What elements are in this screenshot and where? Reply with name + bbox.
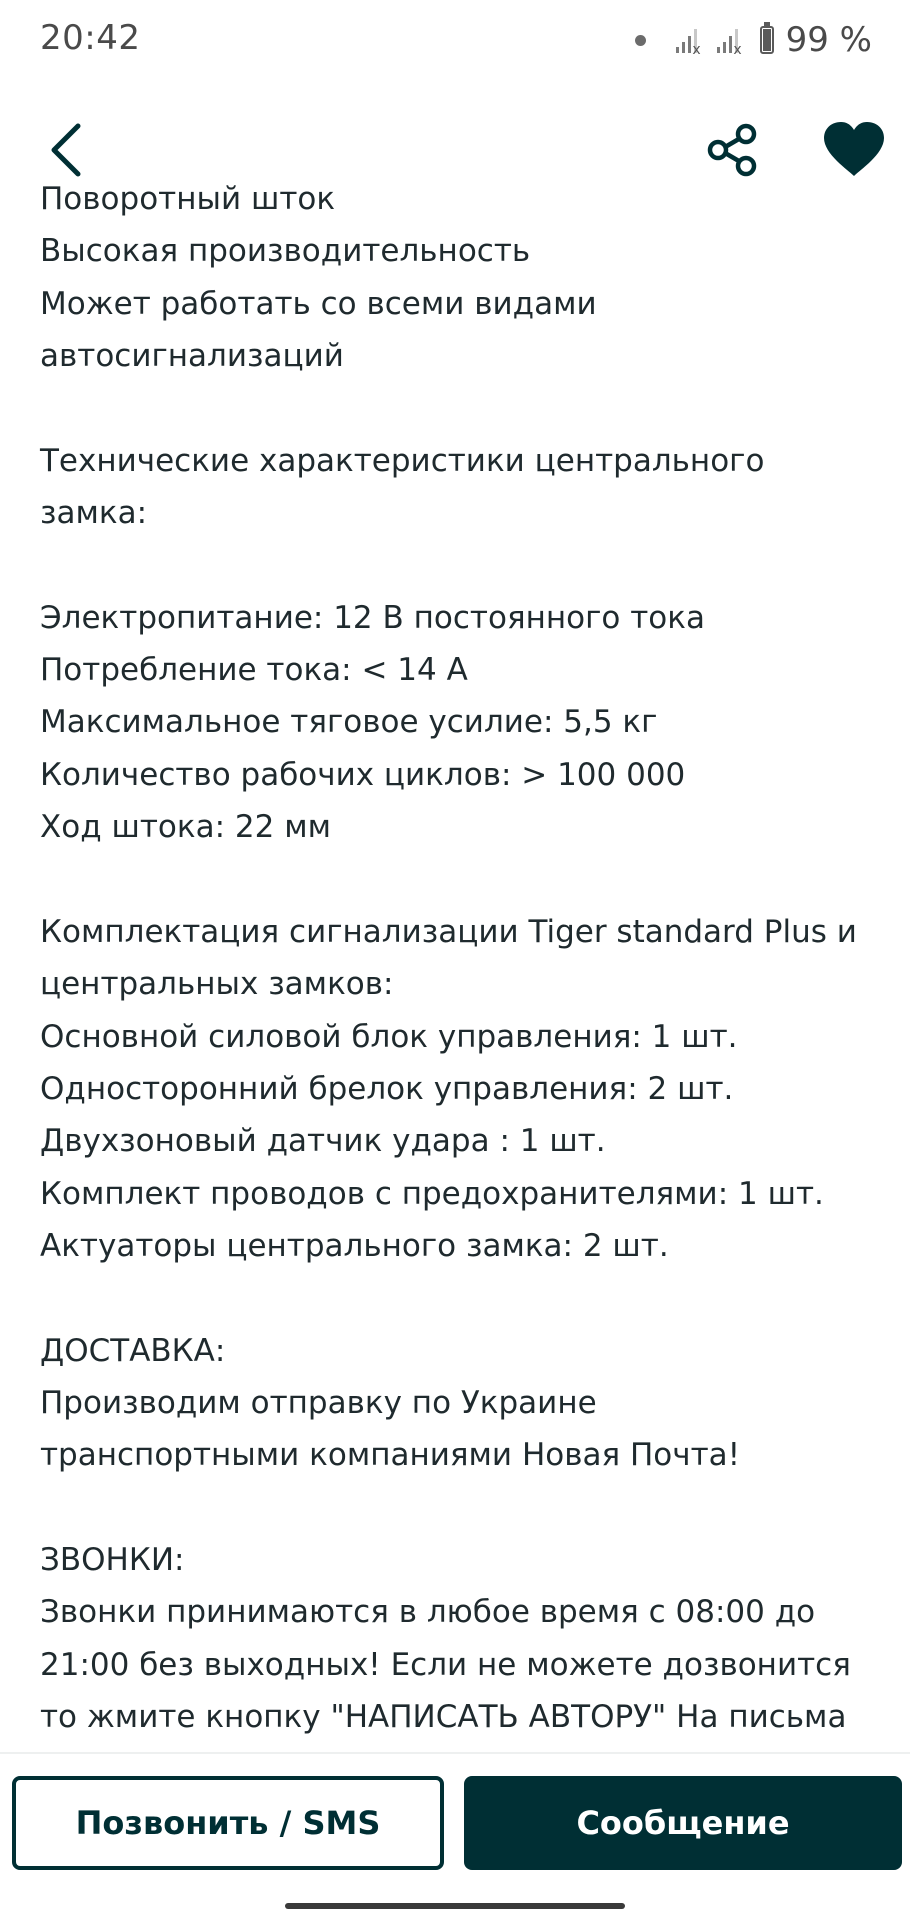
blank-line xyxy=(40,853,890,905)
description-line: центральных замков: xyxy=(40,966,394,1003)
call-sms-button[interactable]: Позвонить / SMS xyxy=(12,1776,444,1870)
description-line: Технические характеристики центрального xyxy=(40,442,765,479)
description-line: Может работать со всеми видами xyxy=(40,285,597,322)
battery-icon xyxy=(760,26,774,54)
description-line: Основной силовой блок управления: 1 шт. xyxy=(40,1018,738,1055)
description-line: Ход штока: 22 мм xyxy=(40,809,331,846)
description-line: автосигнализаций xyxy=(40,338,344,375)
status-bar xyxy=(0,0,910,78)
description-line: замка: xyxy=(40,495,148,532)
blank-line xyxy=(40,382,890,434)
description-line: Двухзоновый датчик удара : 1 шт. xyxy=(40,1123,606,1160)
description-line: ДОСТАВКА: xyxy=(40,1332,226,1369)
blank-line xyxy=(40,1482,890,1534)
description-text xyxy=(40,173,890,1743)
signal-icon: x xyxy=(676,27,697,53)
description-line: транспортными компаниями Новая Почта! xyxy=(40,1437,741,1474)
description-line: Односторонний брелок управления: 2 шт. xyxy=(40,1070,734,1107)
description-line: 21:00 без выходных! Если не можете дозвонится xyxy=(40,1646,851,1683)
message-button[interactable]: Сообщение xyxy=(464,1776,902,1870)
description-line: Высокая производительность xyxy=(40,233,531,270)
signal-icon: x xyxy=(717,27,738,53)
description-line: Электропитание: 12 В постоянного тока xyxy=(40,599,705,636)
status-time: 20:42 xyxy=(40,18,141,58)
description-line: Комплектация сигнализации Tiger standard Plus и xyxy=(40,913,857,950)
description-line: Поворотный шток xyxy=(40,181,336,217)
blank-line xyxy=(40,539,890,591)
ad-description xyxy=(0,181,910,1752)
description-line: Комплект проводов с предохранителями: 1 шт. xyxy=(40,1175,824,1212)
description-line: ЗВОНКИ: xyxy=(40,1541,185,1578)
description-line: Количество рабочих циклов: > 100 000 xyxy=(40,756,686,793)
description-line: Потребление тока: < 14 А xyxy=(40,652,468,689)
description-line: Звонки принимаются в любое время с 08:00 до xyxy=(40,1594,816,1631)
description-line: Максимальное тяговое усилие: 5,5 кг xyxy=(40,704,658,741)
notification-dot-icon xyxy=(635,35,646,46)
description-line: Производим отправку по Украине xyxy=(40,1384,597,1421)
blank-line xyxy=(40,1272,890,1324)
bottom-action-bar xyxy=(0,1752,910,1920)
home-indicator xyxy=(285,1903,625,1909)
description-line: то жмите кнопку "НАПИСАТЬ АВТОРУ" На письма xyxy=(40,1698,847,1735)
battery-percent: 99 % xyxy=(785,20,872,60)
description-line: Актуаторы центрального замка: 2 шт. xyxy=(40,1227,669,1264)
status-icons xyxy=(635,20,872,60)
